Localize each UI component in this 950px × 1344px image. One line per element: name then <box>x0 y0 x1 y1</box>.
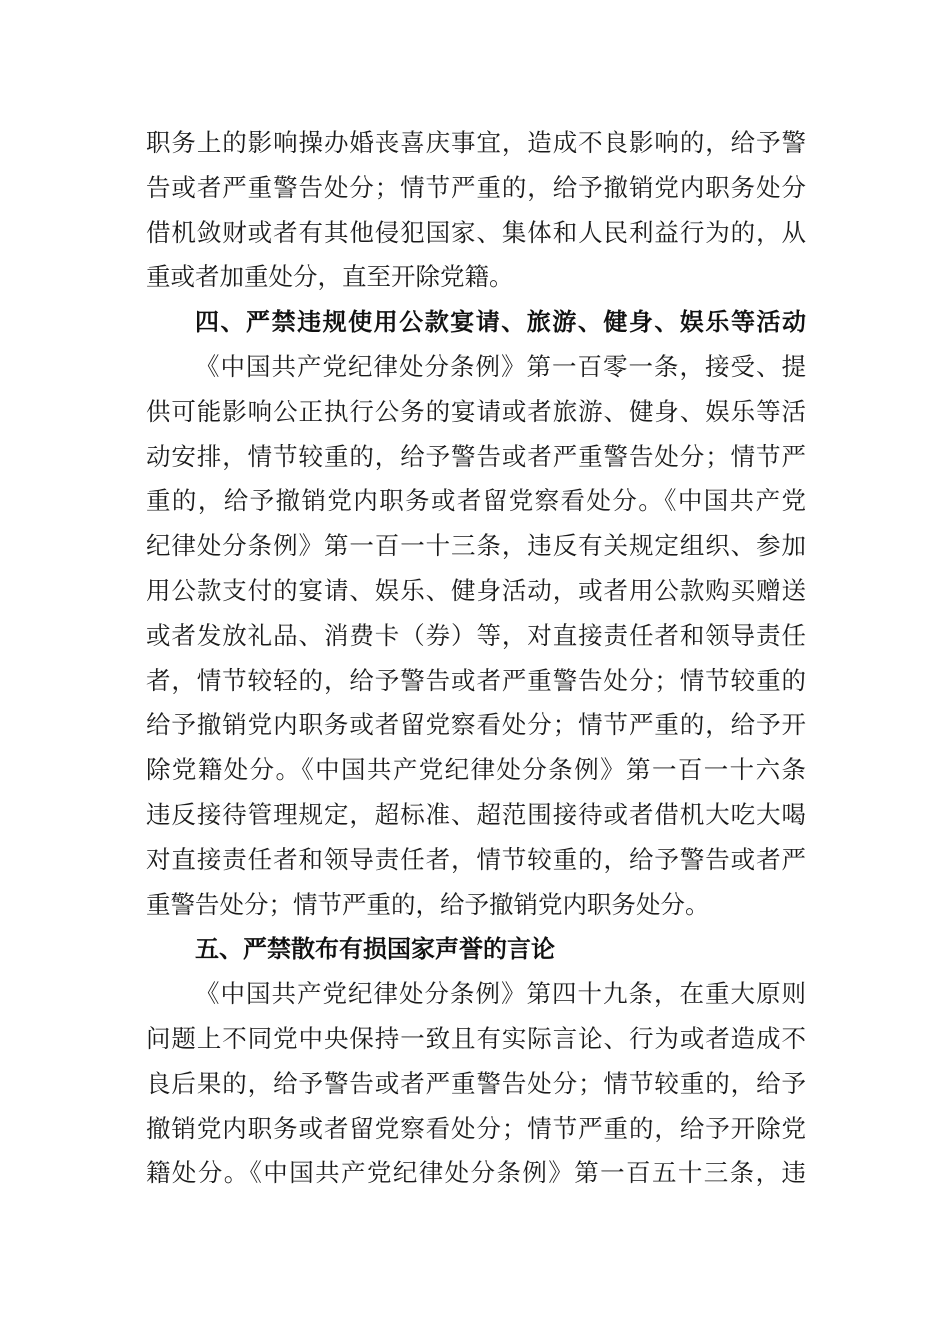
body-line: 重的，给予撤销党内职务或者留党察看处分。《中国共产党 <box>146 486 806 516</box>
body-line: 供可能影响公正执行公务的宴请或者旅游、健身、娱乐等活 <box>146 396 806 426</box>
section-heading-five: 五、严禁散布有损国家声誉的言论 <box>195 935 555 964</box>
body-line: 借机敛财或者有其他侵犯国家、集体和人民利益行为的，从 <box>146 217 806 247</box>
body-line: 给予撤销党内职务或者留党察看处分；情节严重的，给予开 <box>146 710 806 740</box>
body-line: 纪律处分条例》第一百一十三条，违反有关规定组织、参加 <box>146 531 806 561</box>
body-line: 《中国共产党纪律处分条例》第一百零一条，接受、提 <box>195 351 806 381</box>
body-line: 撤销党内职务或者留党察看处分；情节严重的，给予开除党 <box>146 1113 806 1143</box>
body-line: 职务上的影响操办婚丧喜庆事宜，造成不良影响的，给予警 <box>146 128 806 157</box>
body-line: 用公款支付的宴请、娱乐、健身活动，或者用公款购买赠送 <box>146 575 806 605</box>
body-line: 违反接待管理规定，超标准、超范围接待或者借机大吃大喝 <box>146 799 806 829</box>
body-line: 《中国共产党纪律处分条例》第四十九条，在重大原则 <box>195 979 806 1009</box>
section-heading-four: 四、严禁违规使用公款宴请、旅游、健身、娱乐等活动 <box>195 308 806 337</box>
body-line: 对直接责任者和领导责任者，情节较重的，给予警告或者严 <box>146 844 806 874</box>
body-line: 问题上不同党中央保持一致且有实际言论、行为或者造成不 <box>146 1023 806 1053</box>
body-line: 动安排，情节较重的，给予警告或者严重警告处分；情节严 <box>146 441 806 471</box>
body-line: 籍处分。《中国共产党纪律处分条例》第一百五十三条，违 <box>146 1158 806 1188</box>
body-line: 重警告处分；情节严重的，给予撤销党内职务处分。 <box>146 889 710 919</box>
body-line: 良后果的，给予警告或者严重警告处分；情节较重的，给予 <box>146 1068 806 1098</box>
body-line: 重或者加重处分，直至开除党籍。 <box>146 262 514 292</box>
body-line: 除党籍处分。《中国共产党纪律处分条例》第一百一十六条 <box>146 755 806 785</box>
body-line: 者，情节较轻的，给予警告或者严重警告处分；情节较重的 <box>146 665 806 695</box>
body-line: 告或者严重警告处分；情节严重的，给予撤销党内职务处分 <box>146 172 806 202</box>
document-body <box>146 121 806 1196</box>
body-line: 或者发放礼品、消费卡（券）等，对直接责任者和领导责任 <box>146 620 806 650</box>
